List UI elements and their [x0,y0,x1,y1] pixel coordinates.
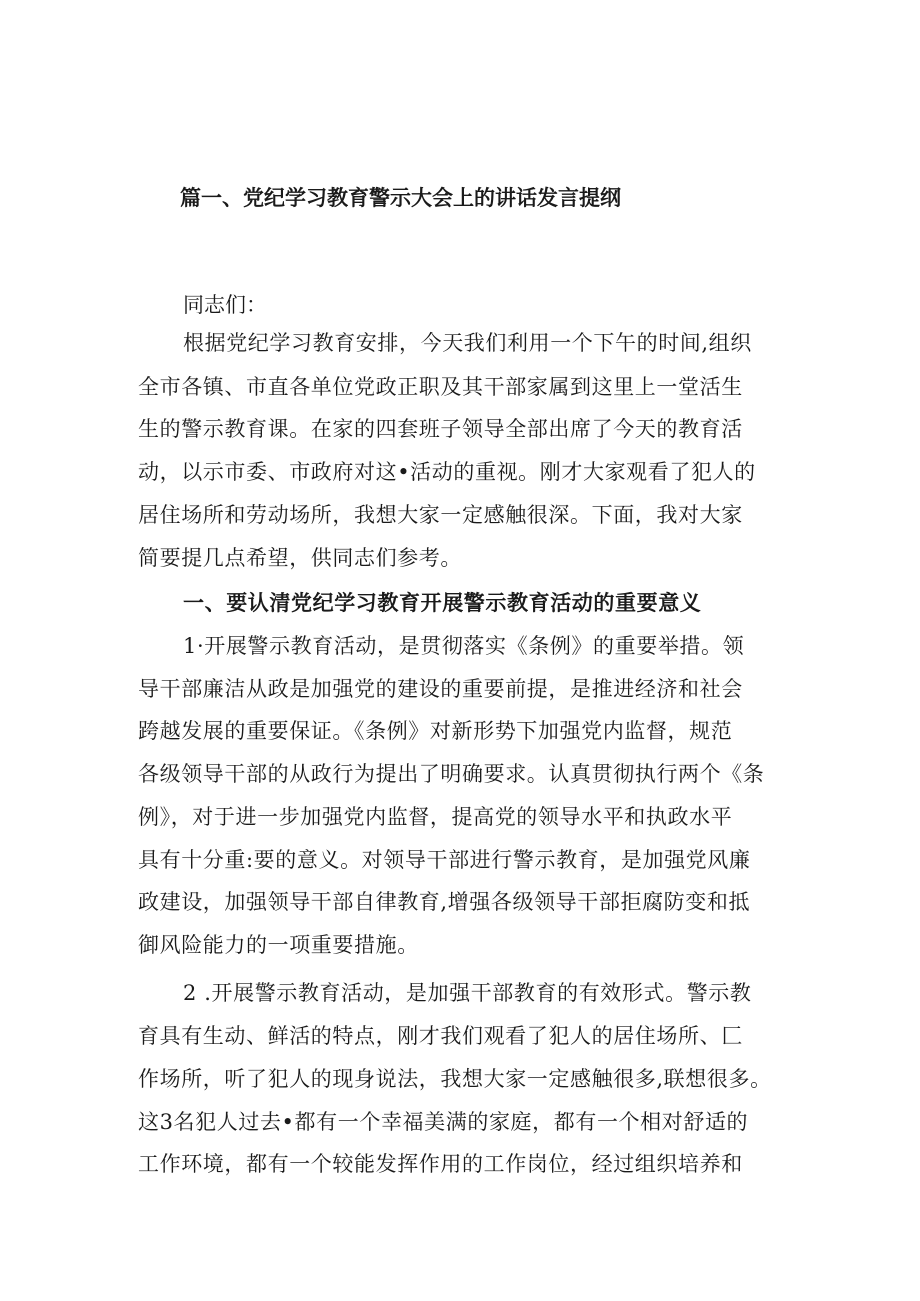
paragraph-3-line: 这3名犯人过去•都有一个幸福美满的家庭，都有一个相对舒适的 [138,1110,749,1134]
paragraph-3-line: 2 .开展警示教育活动，是加强干部教育的有效形式。警示教 [183,981,752,1005]
section-heading-1: 一、要认清党纪学习教育开展警示教育活动的重要意义 [183,591,702,615]
paragraph-2-line: 政建设，加强领导干部自律教育,增强各级领导干部拒腐防变和抵 [138,890,751,914]
paragraph-2-line: 各级领导干部的从政行为提出了明确要求。认真贯彻执行两个《条 [138,762,765,786]
paragraph-1-line: 生的警示教育课。在家的四套班子领导全部出席了今天的教育活 [138,417,743,441]
paragraph-1-line: 全市各镇、市直各单位党政正职及其干部家属到这里上一堂活生 [138,375,743,399]
paragraph-2-line: 例》，对于进一步加强党内监督，提高党的领导水平和执政水平 [138,805,733,829]
paragraph-3-line: 育具有生动、鲜活的特点，刚才我们观看了犯人的居住场所、匚 [138,1024,743,1048]
document-title: 篇一、党纪学习教育警示大会上的讲话发言提纲 [180,186,621,210]
paragraph-2-line: 1·开展警示教育活动，是贯彻落实《条例》的重要举措。领 [183,634,745,658]
paragraph-2-line: 跨越发展的重要保证。《条例》对新形势下加强党内监督，规范 [138,719,733,743]
paragraph-3-line: 作场所，听了犯人的现身说法，我想大家一定感触很多,联想很多。 [138,1067,772,1091]
salutation: 同志们： [183,293,267,317]
paragraph-2-line: 御风险能力的一项重要措施。 [138,933,419,957]
paragraph-1-line: 简要提几点希望，供同志们参考。 [138,546,462,570]
paragraph-2-line: 具有十分重:要的意义。对领导干部进行警示教育，是加强党风廉 [138,848,751,872]
paragraph-1-line: 动，以示市委、市政府对这•活动的重视。刚才大家观看了犯人的 [138,460,756,484]
paragraph-3-line: 工作环境，都有一个较能发挥作用的工作岗位，经过组织培养和 [138,1152,743,1176]
paragraph-1-line: 根据党纪学习教育安排，今天我们利用一个下午的时间,组织 [183,331,752,355]
paragraph-1-line: 居住场所和劳动场所，我想大家一定感触很深。下面，我对大家 [138,503,743,527]
paragraph-2-line: 导干部廉洁从政是加强党的建设的重要前提，是推进经济和社会 [138,677,743,701]
